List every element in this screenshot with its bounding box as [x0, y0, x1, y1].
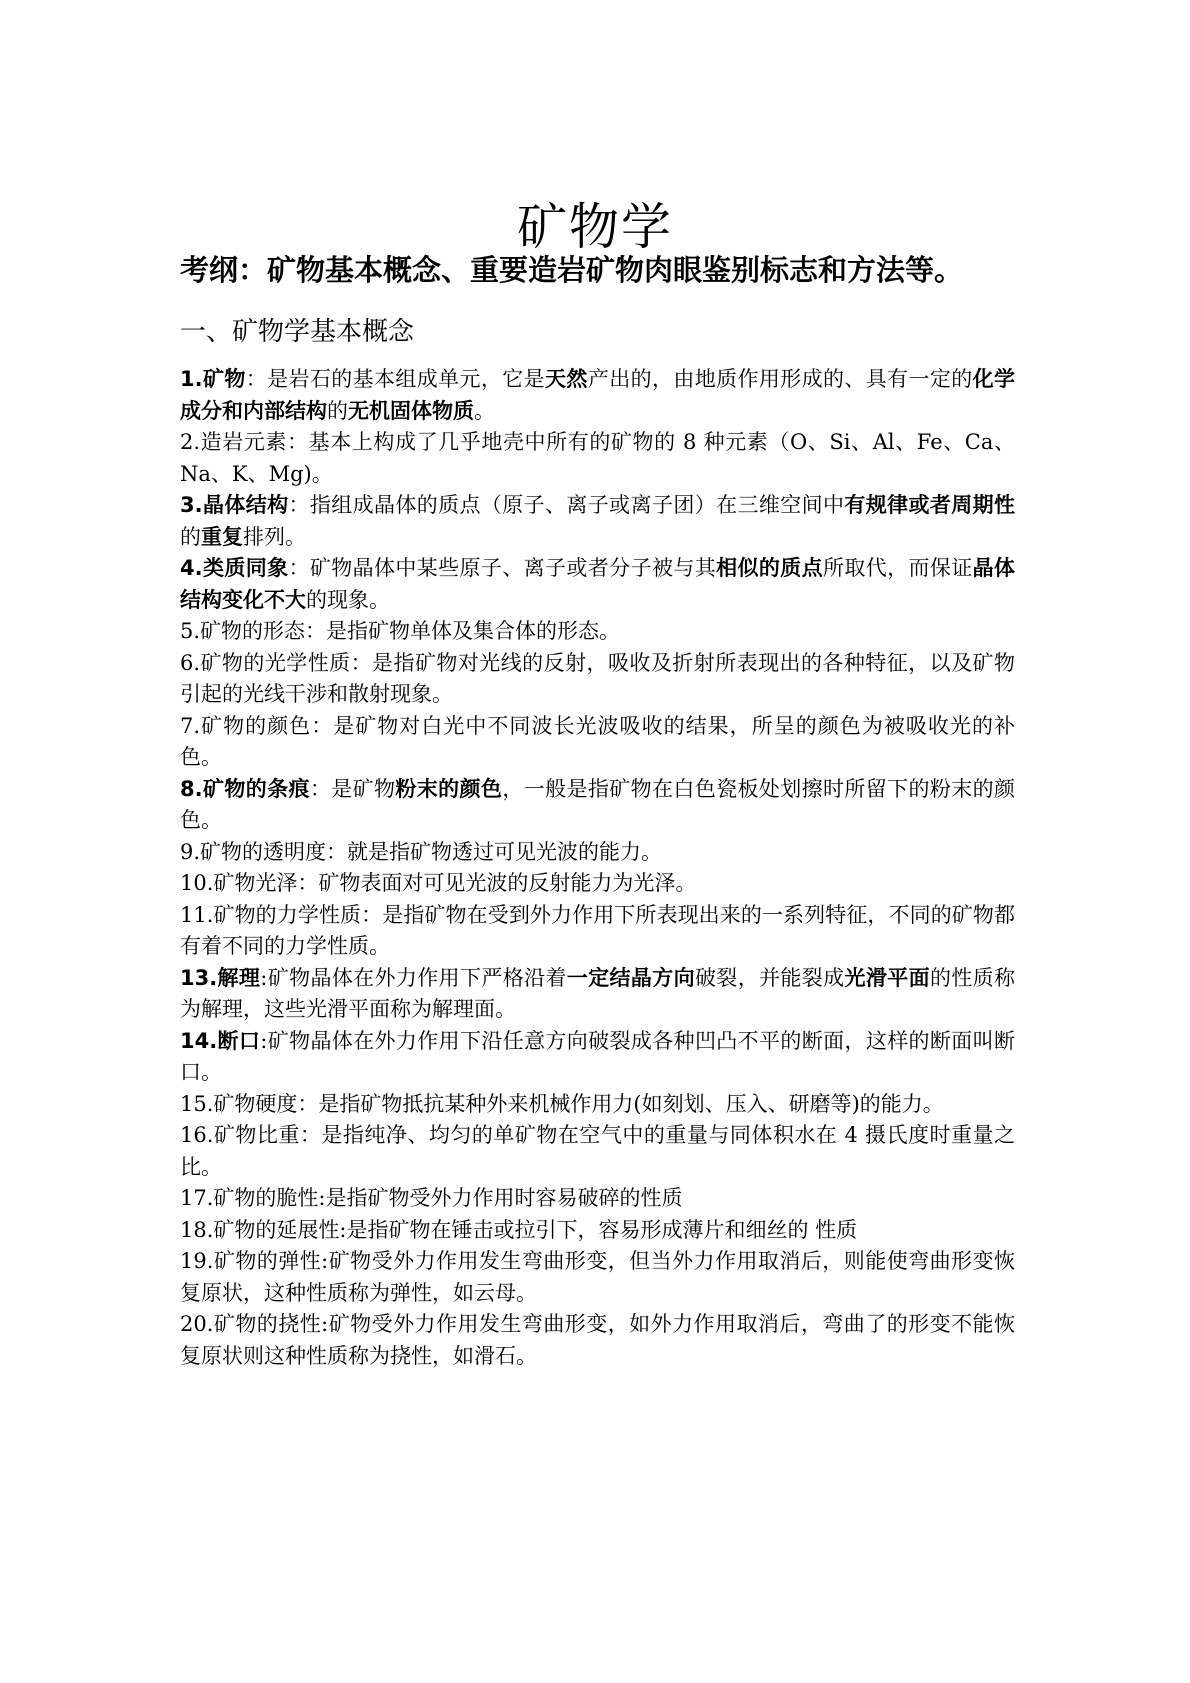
bold-term: 13.解理 — [180, 965, 261, 990]
definition-item — [180, 553, 1015, 616]
bold-term: 3.晶体结构 — [180, 493, 289, 517]
item-text: 排列。 — [243, 524, 306, 549]
definition-item — [180, 1026, 1015, 1089]
section-heading: 一、矿物学基本概念 — [180, 317, 415, 347]
bold-term: 无机固体物质 — [348, 398, 474, 423]
item-text: ：是矿物 — [309, 776, 396, 801]
definition-item — [180, 490, 1015, 553]
bold-term: 4.类质同象 — [180, 556, 289, 580]
item-text: 2.造岩元素：基本上构成了几乎地壳中所有的矿物的 8 种元素（O、Si、Al、Fe、Ca、Na、K、Mg)。 — [180, 430, 1015, 486]
item-text: 20.矿物的挠性:矿物受外力作用发生弯曲形变，如外力作用取消后，弯曲了的形变不能恢复原状则这种性质称为挠性，如滑石。 — [180, 1312, 1015, 1368]
item-text: 的 — [180, 524, 201, 549]
bold-term: 天然 — [545, 367, 588, 391]
bold-term: 14.断口 — [180, 1028, 261, 1053]
definition-item — [180, 868, 1015, 900]
definition-item — [180, 364, 1015, 427]
bold-term: 一定结晶方向 — [566, 965, 695, 990]
item-text: 16.矿物比重：是指纯净、均匀的单矿物在空气中的重量与同体积水在 4 摄氏度时重量之比。 — [180, 1123, 1015, 1179]
definition-item — [180, 616, 1015, 648]
definition-item — [180, 1089, 1015, 1121]
bold-term: 粉末的颜色 — [395, 776, 503, 801]
item-text: 11.矿物的力学性质：是指矿物在受到外力作用下所表现出来的一系列特征，不同的矿物都有着不同的力学性质。 — [180, 902, 1015, 958]
definition-item — [180, 1246, 1015, 1309]
item-text: 所取代，而保证 — [823, 556, 973, 580]
definition-item — [180, 427, 1015, 490]
bold-term: 晶体结构变化不大 — [180, 556, 1016, 612]
definition-item — [180, 711, 1015, 774]
item-text: 6.矿物的光学性质：是指矿物对光线的反射，吸收及折射所表现出的各种特征，以及矿物引起的光线干涉和散射现象。 — [180, 650, 1015, 706]
item-text: 18.矿物的延展性:是指矿物在锤击或拉引下，容易形成薄片和细丝的 性质 — [180, 1217, 858, 1242]
bold-term: 相似的质点 — [716, 556, 823, 580]
definition-item — [180, 1183, 1015, 1215]
page-title: 矿物学 — [517, 197, 673, 256]
item-text: 19.矿物的弹性:矿物受外力作用发生弯曲形变，但当外力作用取消后，则能使弯曲形变恢复原状，这种性质称为弹性，如云母。 — [180, 1249, 1015, 1305]
bold-term: 8.矿物的条痕 — [180, 776, 310, 801]
item-text: ，一般是指矿物在白色瓷板处划擦时所留下的粉末的颜色。 — [180, 776, 1016, 832]
item-text: 15.矿物硬度：是指矿物抵抗某种外来机械作用力(如刻划、压入、研磨等)的能力。 — [180, 1091, 944, 1116]
bold-term: 有规律或者周期性 — [844, 493, 1016, 517]
syllabus-line: 考纲：矿物基本概念、重要造岩矿物肉眼鉴别标志和方法等。 — [180, 253, 964, 287]
bold-term: 化学成分和内部结构 — [180, 367, 1016, 423]
item-text: 9.矿物的透明度：就是指矿物透过可见光波的能力。 — [180, 839, 663, 864]
item-text: 的现象。 — [306, 587, 390, 612]
item-text: ：矿物晶体中某些原子、离子或者分子被与其 — [288, 556, 717, 580]
item-text: :矿物晶体在外力作用下沿任意方向破裂成各种凹凸不平的断面，这样的断面叫断口。 — [180, 1028, 1016, 1084]
bold-term: 1.矿物 — [180, 367, 246, 391]
item-text: 。 — [474, 398, 495, 423]
item-text: 的性质称为解理，这些光滑平面称为解理面。 — [180, 965, 1016, 1021]
item-text: ：指组成晶体的质点（原子、离子或离子团）在三维空间中 — [288, 493, 845, 517]
definition-item — [180, 774, 1015, 837]
item-text: 7.矿物的颜色：是矿物对白光中不同波长光波吸收的结果，所呈的颜色为被吸收光的补色。 — [180, 713, 1015, 769]
definition-item — [180, 1215, 1015, 1247]
definition-item — [180, 837, 1015, 869]
item-text: 破裂，并能裂成 — [694, 965, 845, 990]
item-text: 10.矿物光泽：矿物表面对可见光波的反射能力为光泽。 — [180, 871, 697, 895]
definition-list — [180, 364, 1015, 1372]
item-text: 的 — [327, 398, 348, 423]
definition-item — [180, 963, 1015, 1026]
definition-item — [180, 1309, 1015, 1372]
item-text: 17.矿物的脆性:是指矿物受外力作用时容易破碎的性质 — [180, 1186, 683, 1210]
item-text: :矿物晶体在外力作用下严格沿着 — [260, 965, 567, 990]
definition-item — [180, 900, 1015, 963]
bold-term: 重复 — [201, 524, 243, 549]
item-text: 产出的，由地质作用形成的、具有一定的 — [587, 367, 973, 391]
item-text: ：是岩石的基本组成单元，它是 — [245, 367, 546, 391]
item-text: 5.矿物的形态：是指矿物单体及集合体的形态。 — [180, 619, 621, 643]
bold-term: 光滑平面 — [844, 965, 930, 990]
definition-item — [180, 648, 1015, 711]
definition-item — [180, 1120, 1015, 1183]
